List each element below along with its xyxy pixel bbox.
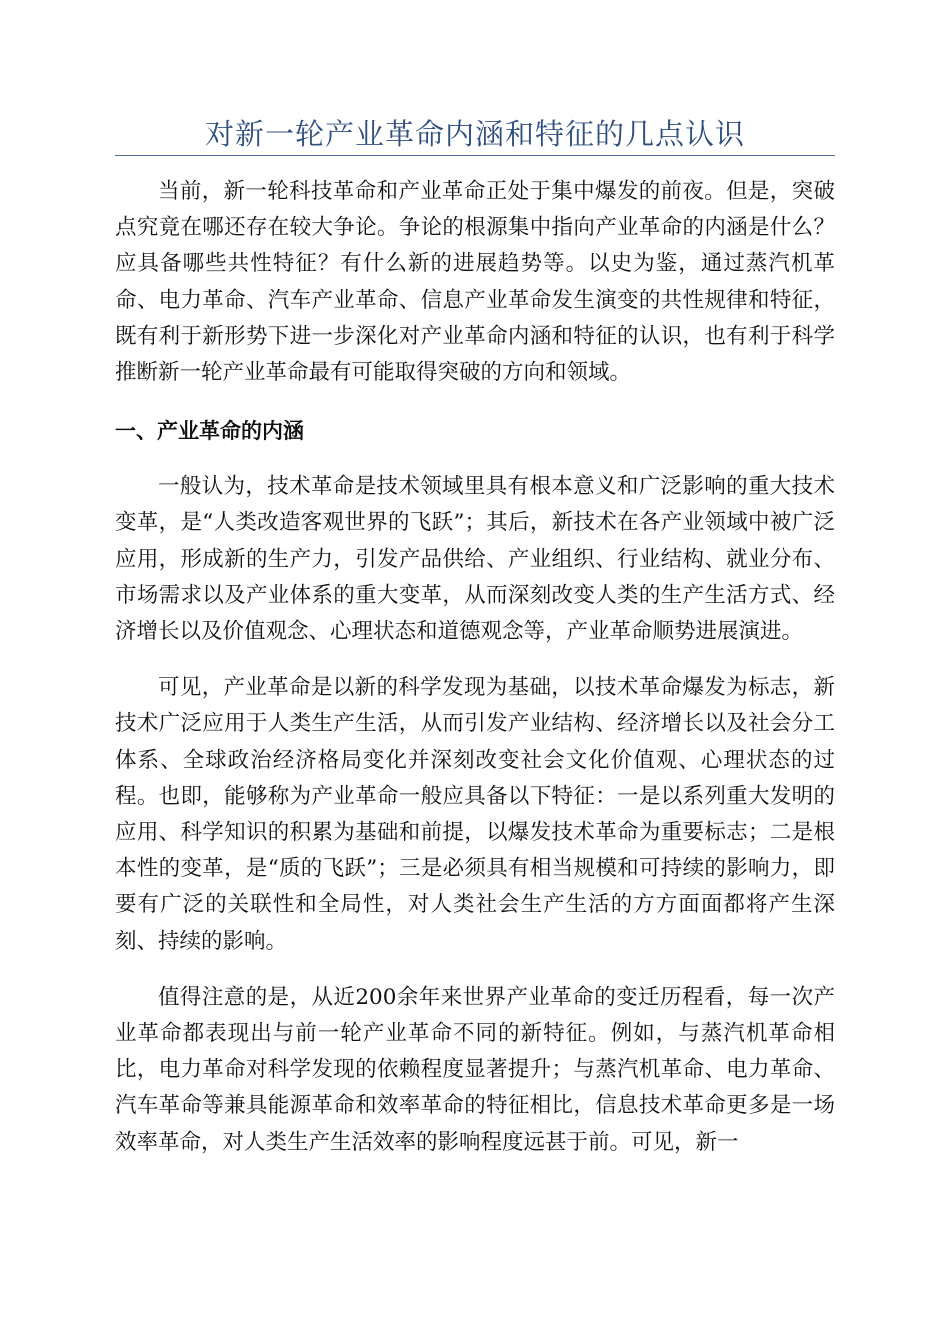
document-body [115, 174, 835, 1161]
body-paragraph: 值得注意的是，从近200余年来世界产业革命的变迁历程看，每一次产业革命都表现出与前一轮产业革命不同的新特征。例如，与蒸汽机革命相比，电力革命对科学发现的依赖程度显著提升；与蒸汽机革命、电力革命、汽车革命等兼具能源革命和效率革命的特征相比，信息技术革命更多是一场效率革命，对人类生产生活效率的影响程度远甚于前。可见，新一 [115, 984, 835, 1155]
body-paragraph: 可见，产业革命是以新的科学发现为基础，以技术革命爆发为标志，新技术广泛应用于人类生产生活，从而引发产业结构、经济增长以及社会分工体系、全球政治经济格局变化并深刻改变社会文化价值观、心理状态的过程。也即，能够称为产业革命一般应具备以下特征：一是以系列重大发明的应用、科学知识的积累为基础和前提，以爆发技术革命为重要标志；二是根本性的变革，是“质的飞跃”；三是必须具有相当规模和可持续的影响力，即要有广泛的关联性和全局性，对人类社会生产生活的方方面面都将产生深刻、持续的影响。 [115, 675, 835, 954]
body-paragraph: 一般认为，技术革命是技术领域里具有根本意义和广泛影响的重大技术变革，是“人类改造客观世界的飞跃”；其后，新技术在各产业领域中被广泛应用，形成新的生产力，引发产品供给、产业组织、行业结构、就业分布、市场需求以及产业体系的重大变革，从而深刻改变人类的生产生活方式、经济增长以及价值观念、心理状态和道德观念等，产业革命顺势进展演进。 [115, 474, 835, 645]
section-heading: 一、产业革命的内涵 [115, 419, 304, 444]
intro-paragraph: 当前，新一轮科技革命和产业革命正处于集中爆发的前夜。但是，突破点究竟在哪还存在较大争论。争论的根源集中指向产业革命的内涵是什么？应具备哪些共性特征？有什么新的进展趋势等。以史为鉴，通过蒸汽机革命、电力革命、汽车产业革命、信息产业革命发生演变的共性规律和特征，既有利于新形势下进一步深化对产业革命内涵和特征的认识，也有利于科学推断新一轮产业革命最有可能取得突破的方向和领域。 [115, 179, 835, 386]
title-underline [115, 155, 835, 156]
document-title: 对新一轮产业革命内涵和特征的几点认识 [204, 117, 745, 151]
